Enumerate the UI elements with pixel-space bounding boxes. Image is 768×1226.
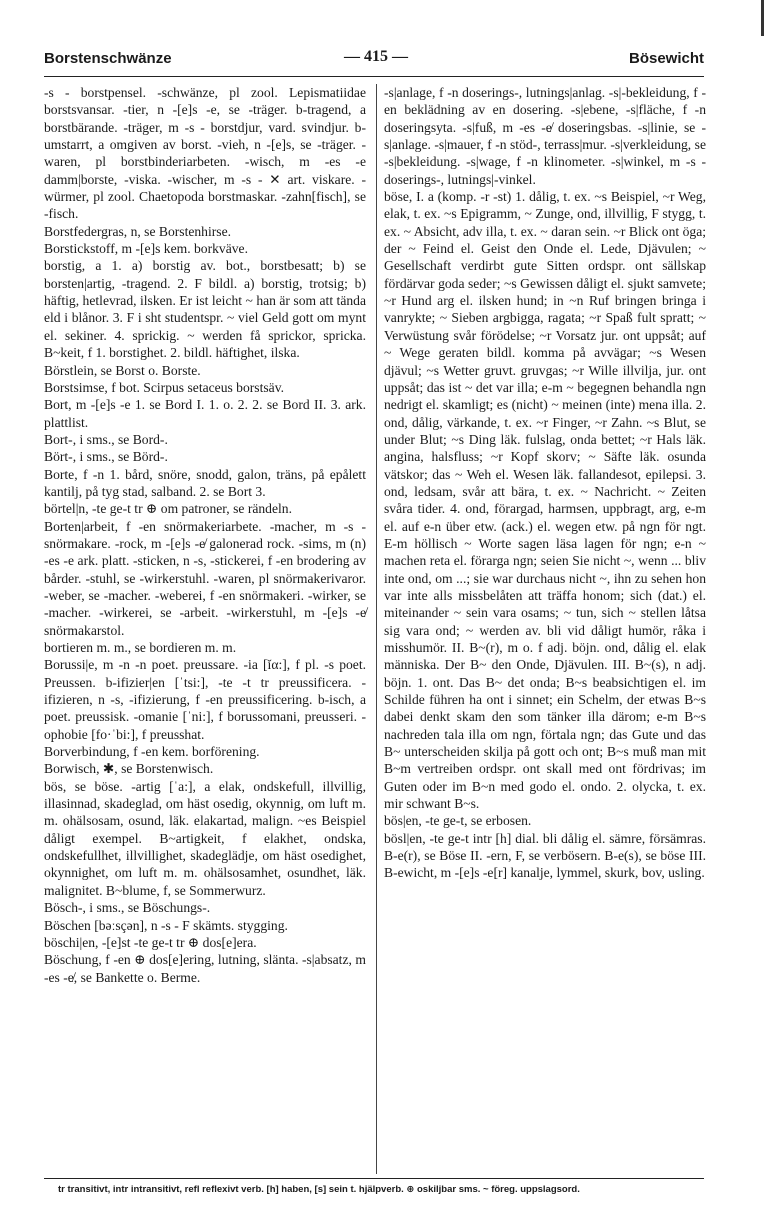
dictionary-entry: Borwisch, ✱, se Borstenwisch. <box>44 761 214 777</box>
dictionary-entry: Bösch-, i sms., se Böschungs-. <box>44 900 211 916</box>
header-right-guideword: Bösewicht <box>628 50 704 67</box>
dictionary-entry: Bort-, i sms., se Bord-. <box>44 431 168 447</box>
abbreviation-key: tr transitivt, intr intransitivt, refl reflexivt verb. [h] haben, [s] sein t. hjälpverb. ⊕ oskiljbar sms. ~ föreg. uppslagsord. <box>58 1184 580 1195</box>
dictionary-entry: bös, se böse. -artig [ˈa:], a elak, ondskefull, illvillig, illasinnad, skadeglad, om häst osedig, okynnig, om luft m. m. ohälsosam, osund, läk. elakartad, malign. ~es Beispiel dåligt exempel. B~artigkeit, f elakhet, ondska, ondskefullhet, illvillighet, skadeglädje, om häst osedighet, okynnighet, om luft m. m. ohälsosamhet, osundhet, läk. malignitet. B~blume, f, se Sommerwurz. <box>44 778 366 898</box>
dictionary-entry: bortieren m. m., se bordieren m. m. <box>44 640 237 655</box>
dictionary-entry: böse, I. a (komp. -r -st) 1. dålig, t. ex. ~s Beispiel, ~r Weg, elak, t. ex. ~s Epigramm, ~ Zunge, ond, illvillig, F stygg, t. ex. ~ Absicht, adv illa, t. ex. ~ daran sein. ~r Blick ont öga; der ~ Feind el. Geist den Onde el. Lede, Djävulen; ~ Gesellschaft verdirbt gute Sitten ordspr. ont sällskap fördärvar goda seder; ~s Gewissen dåligt el. sjukt samvete; ~r Hund arg el. ilsken hund; in ~n Ruf bringen bringa i vanrykte; ~ Sieben argbigga, ragata; ~r Spaß fult spratt; ~ Verwüstung svår förödelse; ~r Vorsatz jur. ont uppsåt; auf ~ Wege geraten bildl. komma på avvägar; ~s Wesen djävul; ~s Wetter gruvt. gruvgas; ~r Wille illvilja, jur. ont uppsåt; das ist ~ det var illa; e-m ~ begegnen behandla ngn nedrigt el. skamligt; es (nicht) ~ meinen (inte) mena illa. 2. ond, dålig, värkande, t. ex. ~r Finger, ~r Zahn. ~s Blut, se under Blut; ~s Ding läk. fulslag, onda bettet; ~r Hals läk. angina, halsfluss; ~r Kopf skorv; ~ Säfte läk. osunda vätskor; das ~ Weh el. Wesen läk. fallandesot, epilepsi. 3. ond, ledsam, svår att bära, t. ex. ~ Nachricht. ~ Zeiten svåra tider. 4. ond, förargad, harmsen, uppbragt, arg, e-m el. auf e-n über etw. (ack.) el. wegen etw. på ngn för ngt. E-m höllisch ~ Worte sagen läsa lagen för ngn; e-n ~ machen reta el. förarga ngn; seien Sie nicht ~, wenn ... bliv inte ond, om ...; sie war durchaus nicht ~, ihn zu sehen hon var inte alls missbelåten att träffa honom; sich (dat.) el. miteinander ~ sein vara osams; ~ tun, sich ~ stellen låtsa sig vara ond; ~ werden av. bli vid dåligt humör, råka i misshumör. II. B~(r), m o. f adj. böjn. ond, dålig el. elak människa. Der B~ den Onde, Djävulen. III. B~(s), n adj. böjn. 1. ont. Das B~ det onda; B~s beabsichtigen el. im Schilde führen ha ont i sinnet; ein Schelm, der etwas B~s dabei denkt skam den som tänker illa därom; e-m B~s nachreden tala illa om ngn, förtala ngn; das Gute und das B~ unterscheiden skilja på gott och ont; B~s muß man mit B~m vertreiben ordspr. ont skall med ont fördrivas; im Guten oder im B~n med godo el. ondo. 2. olycka, t. ex. mir schwant B~s. <box>384 189 706 812</box>
column-divider <box>376 84 377 1174</box>
dictionary-entry: Borstfedergras, n, se Borstenhirse. <box>44 223 232 239</box>
dictionary-entry: Bort, m -[e]s -e 1. se Bord I. 1. o. 2. 2. se Bord II. 3. ark. plattlist. <box>44 397 366 430</box>
dictionary-entry: bös|en, -te ge-t, se erbosen. <box>384 813 532 829</box>
dictionary-entry: borstig, a 1. a) borstig av. bot., borstbesatt; b) se borsten|artig, -tragend. 2. F bildl. a) borstig, trotsig; b) häftig, hetlevrad, ilsken. Er ist leicht ~ han är som att tända eld i blånor. 3. F i sht studentspr. ~ viel Geld gott om mynt el. sekiner. 4. sprickig. ~ werden få sprickor, spricka. B~keit, f 1. borstighet. 2. bildl. häftighet, ilska. <box>44 258 366 361</box>
dictionary-entry: Borte, f -n 1. bård, snöre, snodd, galon, träns, på epålett kantilj, på tyg stad, salband. 2. se Bort 3. <box>44 466 366 499</box>
dictionary-entry: Borstsimse, f bot. Scirpus setaceus borstsäv. <box>44 379 285 395</box>
dictionary-entry: Bört-, i sms., se Börd-. <box>44 449 168 465</box>
header-left-guideword: Borstenschwänze <box>44 50 172 67</box>
dictionary-entry: -s|anlage, f -n doserings-, lutnings|anlag. -s|-bekleidung, f -en beklädning av en dosering. -s|ebene, -s|fläche, f -n doseringsyta. -s|fuß, m -es -e̸ doseringsbas. -s|linie, se -s|anlage. -s|mauer, f -n stöd-, terrass|mur. -s|verkleidung, se -s|bekleidung. -s|wage, f -n klinometer. -s|winkel, m -s - doserings-, lutnings|-vinkel. <box>384 85 706 187</box>
dictionary-entry: Borstickstoff, m -[e]s kem. borkväve. <box>44 241 248 257</box>
dictionary-entry: Börstlein, se Borst o. Borste. <box>44 362 201 378</box>
page-number: — 415 — <box>344 48 408 65</box>
dictionary-entry: Borten|arbeit, f -en snörmakeriarbete. -macher, m -s - snörmakare. -rock, m -[e]s -e̸ galonerad rock. -sims, m (n) -es -e ark. platt. -sticken, n -s, -stickerei, f -en brodering av bårder. -stuhl, se -wirkerstuhl. -waren, pl snörmakerivaror. -weber, se -macher. -weberei, f -en snörmakeri. -wirker, se -macher. -wirkerei, se -arbeit. -wirkerstuhl, m -[e]s -e̸ snörmakarstol. <box>44 518 366 638</box>
header-rule <box>44 76 704 77</box>
edge-mark <box>761 0 764 36</box>
right-column <box>384 84 706 882</box>
dictionary-entry: böschi|en, -[e]st -te ge-t tr ⊕ dos[e]era. <box>44 934 257 950</box>
dictionary-entry: bösl|en, -te ge-t intr [h] dial. bli dålig el. sämre, försämras. B-e(r), se Böse II. -ern, F, se verbösern. B-e(s), se böse III. B-ewicht, m -[e]s -e[r] kanalje, lymmel, skurk, bov, usling. <box>384 830 706 881</box>
dictionary-entry: Böschung, f -en ⊕ dos[e]ering, lutning, slänta. -s|absatz, m -es -e̸, se Bankette o. Berme. <box>44 952 366 985</box>
dictionary-entry: Borverbindung, f -en kem. borförening. <box>44 744 260 760</box>
dictionary-entry: -s - borstpensel. -schwänze, pl zool. Lepismatiidae borstsvansar. -tier, n -[e]s -e, se -träger. b-tragend, a borstbärande. -träger, m -s - borstdjur, vard. svindjur. b-umstarrt, a omgiven av borst. -vieh, n -[e]s, se -träger. -waren, pl borstbinderiarbeten. -wisch, m -es -e damm|borste, -viska. -wischer, m -s - ✕ art. viskare. -würmer, pl zool. Chaetopoda borstmaskar. -zahn[fisch], se -fisch. <box>44 85 366 222</box>
footer-rule <box>44 1178 704 1179</box>
page-header <box>44 44 704 72</box>
dictionary-entry: börtel|n, -te ge-t tr ⊕ om patroner, se rändeln. <box>44 501 292 517</box>
dictionary-entry: Böschen [bəːsçən], n -s - F skämts. stygging. <box>44 917 288 933</box>
dictionary-entry: Borussi|e, m -n -n poet. preussare. -ia [ĭα:], f pl. -s poet. Preussen. b-ifizier|en [ˈtsi:], -te -t tr preussificera. -ifizieren, n -s, -ifizierung, f -en preussificering. b-isch, a poet. preussisk. -omanie [ˈni:], f borussomani, preusseri. -ophobie [fo·ˈbi:], f preusshat. <box>44 657 366 742</box>
left-column <box>44 84 366 986</box>
